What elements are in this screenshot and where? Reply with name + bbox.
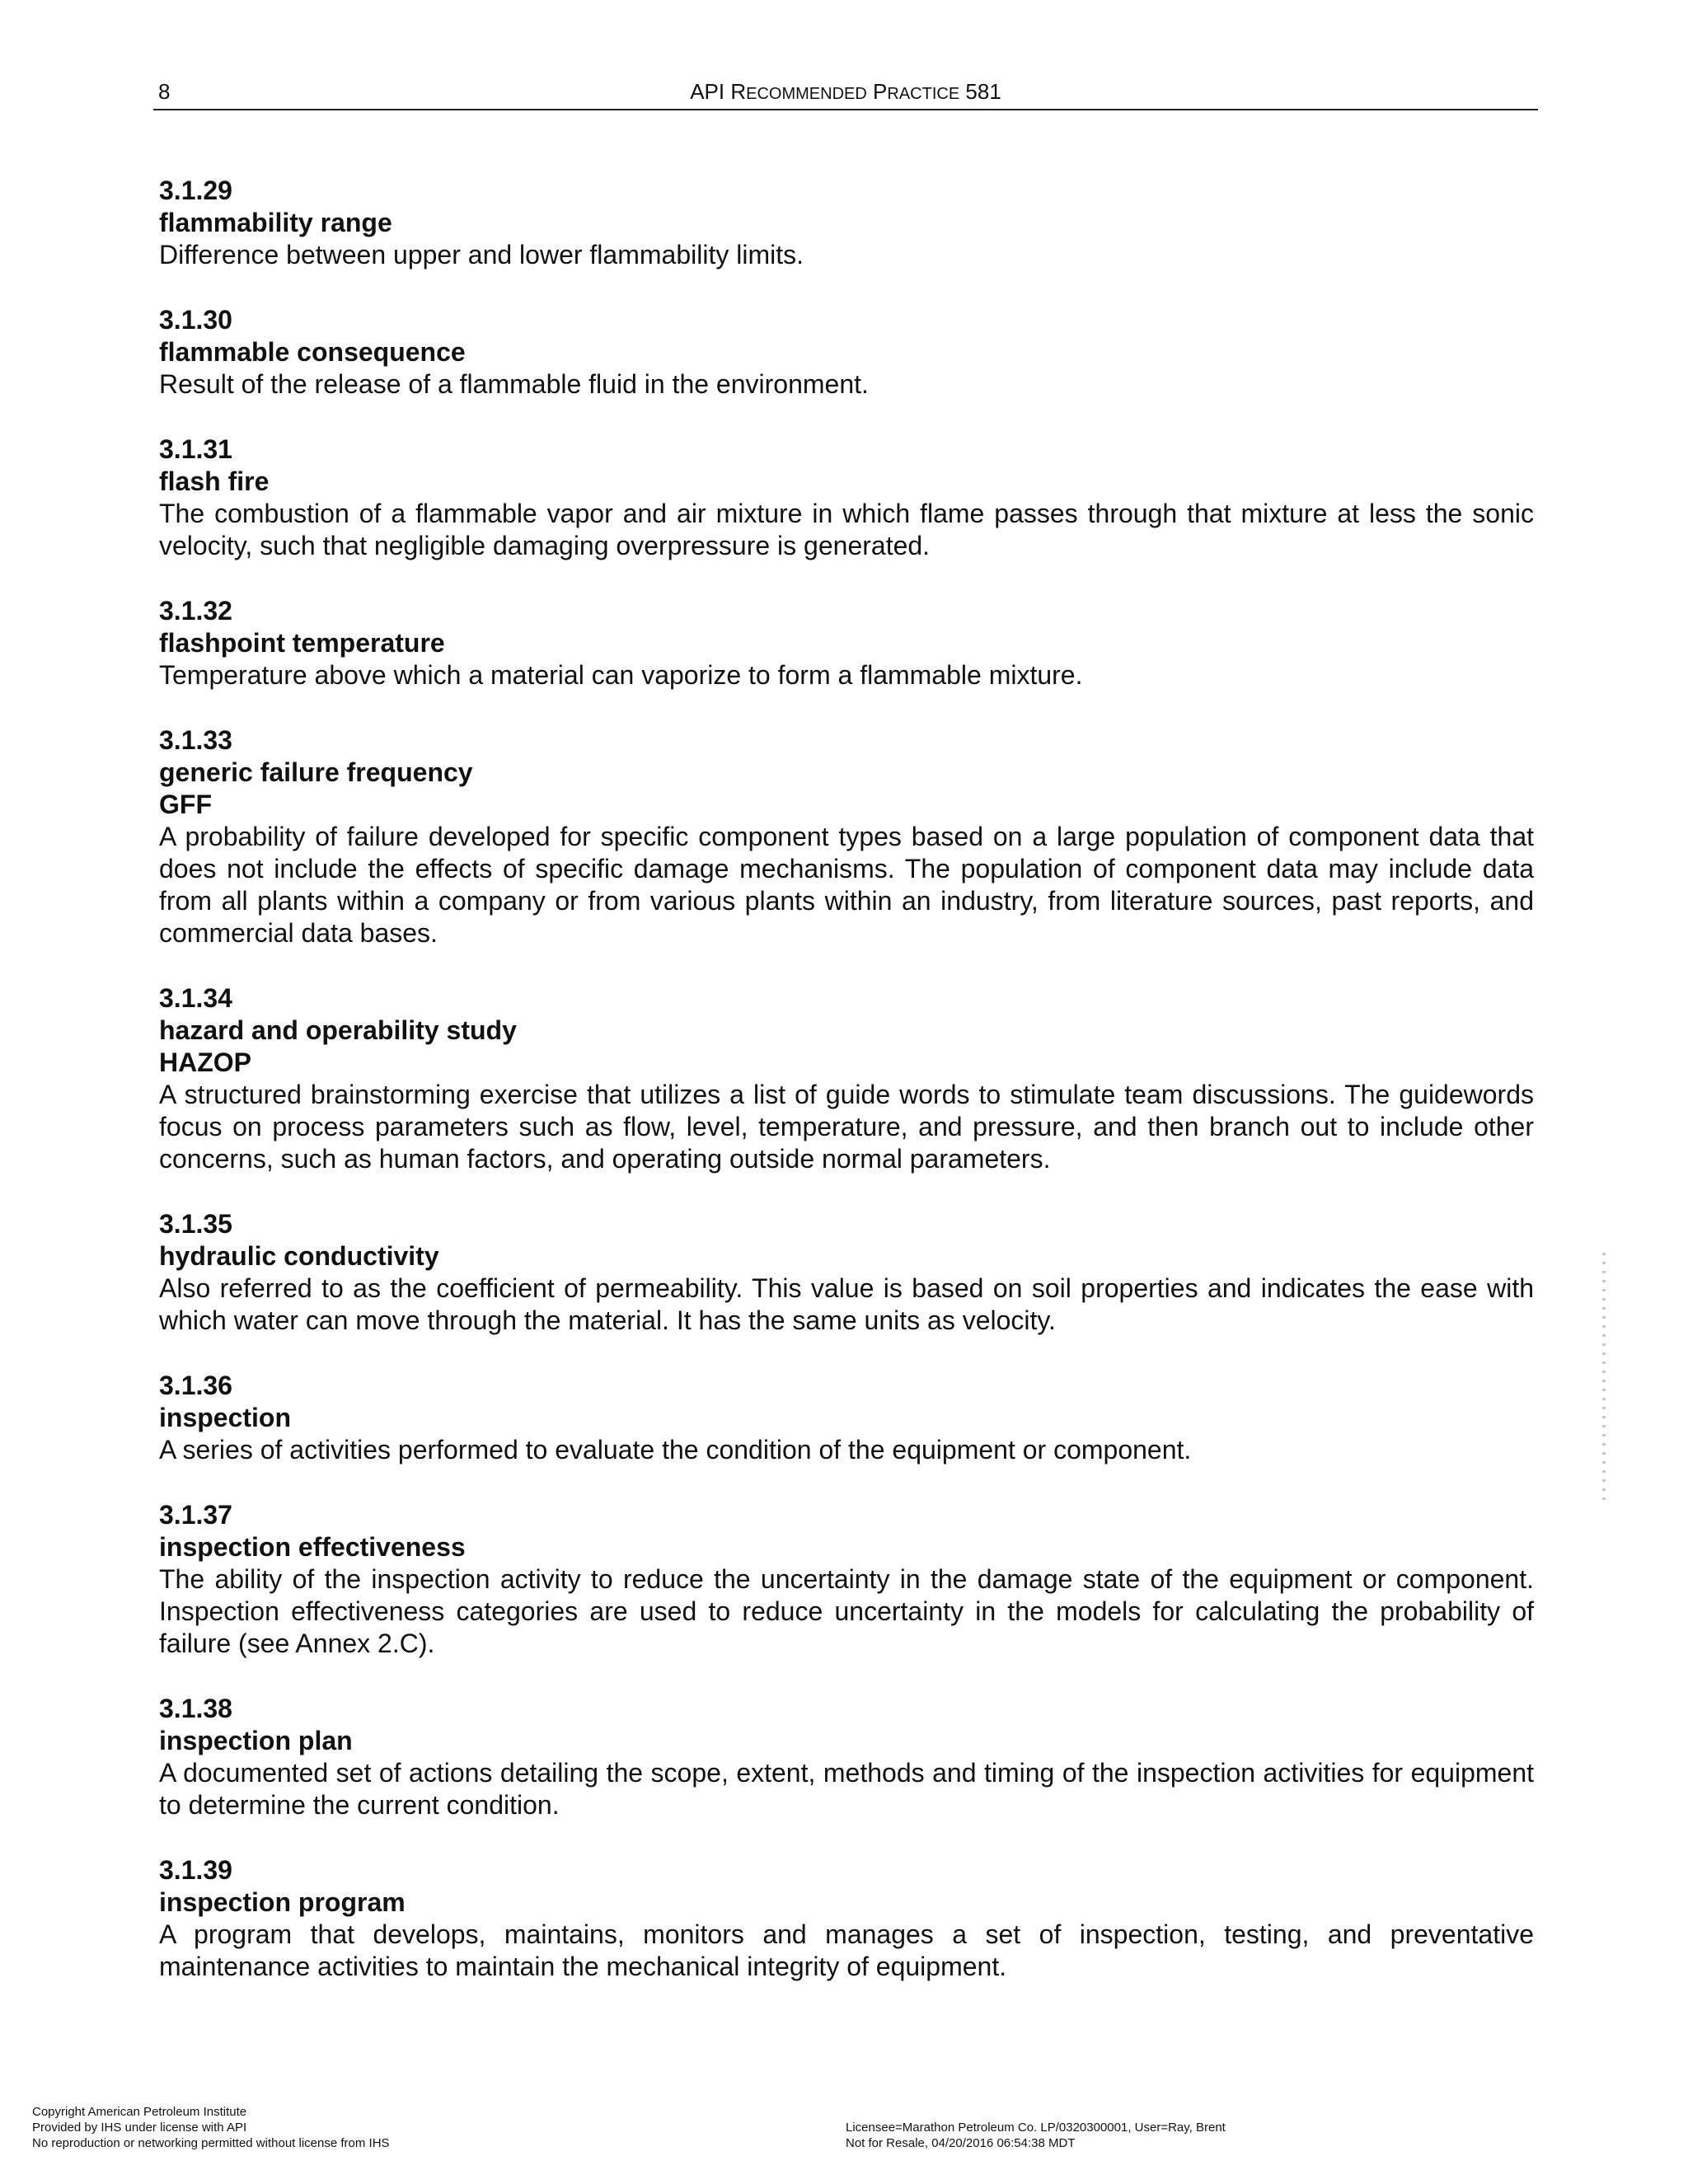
entry-definition: A series of activities performed to evaluate the condition of the equipment or component.	[159, 1435, 1192, 1465]
entry-definition: The ability of the inspection activity to reduce the uncertainty in the damage state of the equipment or component. Inspection effectiveness categories are used to reduce uncertainty in the models for calculating the probability of failure (see Annex 2.C).	[159, 1564, 1534, 1658]
entry-number: 3.1.35	[159, 1209, 232, 1239]
entry-definition: A structured brainstorming exercise that utilizes a list of guide words to stimulate team discussions. The guidewords focus on process parameters such as flow, level, temperature, and pressure, and then branch out to include other concerns, such as human factors, and operating outside normal parameters.	[159, 1080, 1534, 1174]
entry-number: 3.1.39	[159, 1855, 232, 1885]
entry-term: hazard and operability study	[159, 1015, 517, 1045]
entry-abbreviation: GFF	[159, 790, 212, 819]
page-number: 8	[158, 79, 171, 104]
page-header	[153, 79, 1538, 110]
footer-line: Not for Resale, 04/20/2016 06:54:38 MDT	[846, 2136, 1076, 2150]
definition-entry	[159, 595, 1534, 691]
entry-term: flash fire	[159, 466, 270, 496]
entry-number: 3.1.38	[159, 1694, 232, 1723]
entry-term: inspection effectiveness	[159, 1532, 466, 1562]
entry-number: 3.1.33	[159, 725, 232, 755]
entry-number: 3.1.37	[159, 1500, 232, 1530]
entry-number: 3.1.31	[159, 434, 232, 464]
margin-watermark-mark	[1602, 1253, 1606, 1500]
entry-number: 3.1.30	[159, 305, 232, 335]
footer-line: Copyright American Petroleum Institute	[32, 2105, 247, 2119]
entry-number: 3.1.32	[159, 596, 232, 626]
entry-term: generic failure frequency	[159, 757, 473, 787]
entry-term: flammable consequence	[159, 337, 466, 367]
entry-number: 3.1.29	[159, 176, 232, 205]
entry-definition: A probability of failure developed for specific component types based on a large population of component data that does not include the effects of specific damage mechanisms. The population of component data may include data from all plants within a company or from various plants within an industry, from literature sources, past reports, and commercial data bases.	[159, 822, 1534, 948]
footer-line: No reproduction or networking permitted without license from IHS	[32, 2136, 390, 2150]
entry-definition: Also referred to as the coefficient of permeability. This value is based on soil properties and indicates the ease with which water can move through the material. It has the same units as velocity.	[159, 1273, 1534, 1335]
running-title: API RECOMMENDED PRACTICE 581	[690, 79, 1001, 104]
footer-license	[846, 2120, 1226, 2151]
entry-term: inspection	[159, 1403, 292, 1432]
definition-entry	[159, 724, 1534, 949]
entry-term: flashpoint temperature	[159, 628, 445, 658]
entry-term: inspection plan	[159, 1726, 353, 1755]
definition-entry	[159, 1208, 1534, 1337]
entry-definition: Temperature above which a material can vaporize to form a flammable mixture.	[159, 660, 1083, 690]
entry-term: inspection program	[159, 1887, 406, 1917]
footer-line: Provided by IHS under license with API	[32, 2121, 247, 2135]
definition-entry	[159, 1693, 1534, 1821]
definition-entry	[159, 1370, 1534, 1466]
definition-entry	[159, 434, 1534, 562]
entry-number: 3.1.34	[159, 983, 232, 1013]
definition-entry	[159, 1854, 1534, 1983]
entry-definition: A program that develops, maintains, monitors and manages a set of inspection, testing, and preventative maintenance activities to maintain the mechanical integrity of equipment.	[159, 1919, 1534, 1981]
footer-line: Licensee=Marathon Petroleum Co. LP/0320300001, User=Ray, Brent	[846, 2121, 1226, 2135]
definition-entry	[159, 1499, 1534, 1660]
entry-term: flammability range	[159, 208, 392, 237]
definition-entry	[159, 982, 1534, 1175]
entry-definition: A documented set of actions detailing the scope, extent, methods and timing of the inspection activities for equipment to determine the current condition.	[159, 1758, 1534, 1820]
definition-entry	[159, 304, 1534, 401]
footer-copyright	[32, 2104, 390, 2151]
entry-definition: The combustion of a flammable vapor and air mixture in which flame passes through that mixture at less the sonic velocity, such that negligible damaging overpressure is generated.	[159, 499, 1534, 560]
entry-number: 3.1.36	[159, 1371, 232, 1400]
entry-term: hydraulic conductivity	[159, 1241, 439, 1271]
entry-definition: Result of the release of a flammable fluid in the environment.	[159, 369, 869, 399]
entry-definition: Difference between upper and lower flammability limits.	[159, 240, 804, 269]
entry-abbreviation: HAZOP	[159, 1047, 251, 1077]
definitions-list	[159, 175, 1534, 2016]
definition-entry	[159, 175, 1534, 271]
